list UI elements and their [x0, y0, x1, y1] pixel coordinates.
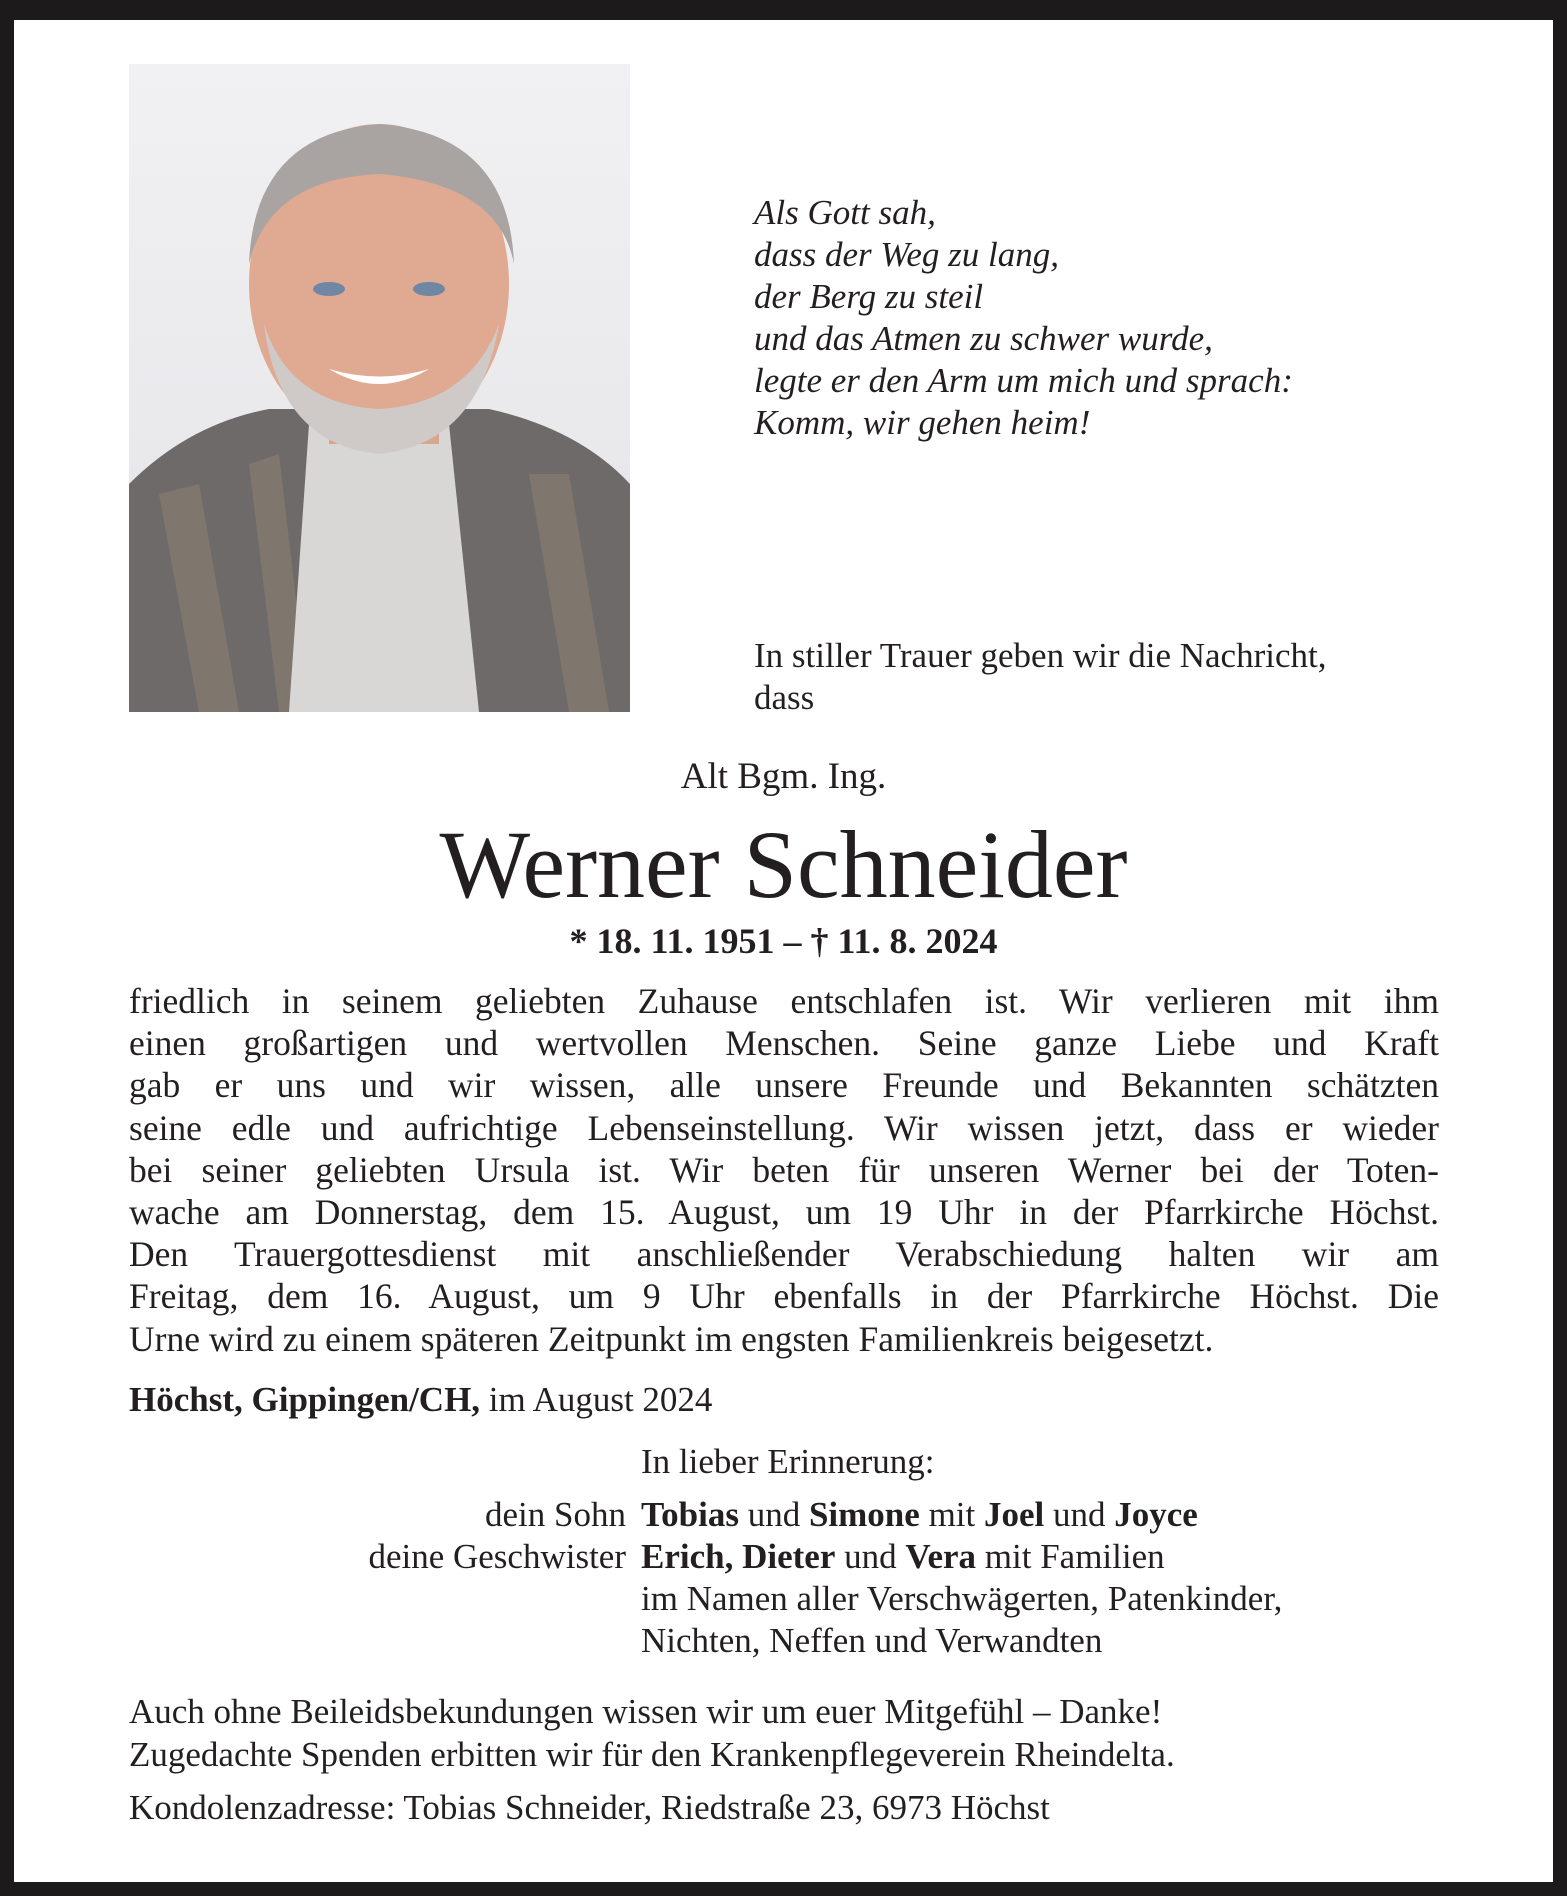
intro-line: In stiller Trauer geben wir die Nachricht, — [754, 636, 1327, 675]
poem-line: legte er den Arm um mich und sprach: — [754, 361, 1293, 400]
intro-text — [754, 635, 1326, 719]
place-names: Höchst, Gippingen/CH, — [129, 1380, 481, 1419]
portrait-photo — [129, 64, 630, 712]
deceased-name: Werner Schneider — [439, 811, 1128, 918]
poem-line: Als Gott sah, — [754, 193, 936, 232]
title-prefix: Alt Bgm. Ing. — [680, 756, 887, 797]
name-simone: Simone — [808, 1495, 920, 1534]
portrait-illustration — [129, 64, 630, 712]
memory-heading: In lieber Erinnerung: — [641, 1442, 935, 1481]
body-line: friedlich in seinem geliebten Zuhause entschlafen ist. Wir verlieren mit ihm — [129, 981, 1439, 1021]
body-paragraph — [129, 980, 1439, 1360]
connector: und — [835, 1537, 906, 1576]
poem-line: der Berg zu steil — [754, 277, 984, 316]
life-dates: * 18. 11. 1951 – † 11. 8. 2024 — [569, 921, 998, 961]
name-joel: Joel — [984, 1495, 1045, 1534]
others-line: im Namen aller Verschwägerten, Patenkinder, — [641, 1579, 1283, 1618]
body-line: seine edle und aufrichtige Lebenseinstellung. Wir wissen jetzt, dass er wieder — [129, 1107, 1439, 1148]
others-line: Nichten, Neffen und Verwandten — [641, 1621, 1103, 1660]
son-label: dein Sohn — [485, 1495, 626, 1534]
footer-donations: Zugedachte Spenden erbitten wir für den Krankenpflegeverein Rheindelta. — [129, 1735, 1175, 1774]
name-vera: Vera — [905, 1537, 977, 1576]
body-line: gab er uns und wir wissen, alle unsere Freunde und Bekannten schätzten — [129, 1065, 1439, 1106]
poem — [754, 192, 1293, 444]
poem-line: Komm, wir gehen heim! — [754, 403, 1091, 442]
footer-thanks: Auch ohne Beileidsbekundungen wissen wir um euer Mitgefühl – Danke! — [129, 1692, 1163, 1731]
body-line: Urne wird zu einem späteren Zeitpunkt im engsten Familienkreis beigesetzt. — [129, 1318, 1214, 1359]
date-text: im August 2024 — [480, 1380, 713, 1419]
body-line: Den Trauergottesdienst mit anschließender Verabschiedung halten wir am — [129, 1234, 1439, 1275]
footer-condolence-address: Kondolenzadresse: Tobias Schneider, Riedstraße 23, 6973 Höchst — [129, 1788, 1050, 1827]
poem-line: dass der Weg zu lang, — [754, 235, 1059, 274]
siblings-names — [641, 1536, 1165, 1578]
body-line: Freitag, dem 16. August, um 9 Uhr ebenfalls in der Pfarrkirche Höchst. Die — [129, 1276, 1439, 1317]
body-line: einen großartigen und wertvollen Menschen. Seine ganze Liebe und Kraft — [129, 1023, 1439, 1064]
place-and-date — [129, 1380, 712, 1420]
connector: mit Familien — [976, 1537, 1165, 1576]
intro-line: dass — [754, 678, 815, 717]
name-joyce: Joyce — [1114, 1495, 1198, 1534]
obituary-page — [14, 20, 1553, 1882]
body-line: bei seiner geliebten Ursula ist. Wir beten für unseren Werner bei der Toten- — [129, 1149, 1439, 1190]
connector: mit — [919, 1495, 984, 1534]
poem-line: und das Atmen zu schwer wurde, — [754, 319, 1213, 358]
connector: und — [1044, 1495, 1115, 1534]
son-names — [641, 1494, 1198, 1536]
body-line: wache am Donnerstag, dem 15. August, um 19 Uhr in der Pfarrkirche Höchst. — [129, 1192, 1439, 1233]
names-erich-dieter: Erich, Dieter — [641, 1537, 836, 1576]
siblings-label: deine Geschwister — [368, 1537, 626, 1576]
name-tobias: Tobias — [641, 1495, 739, 1534]
connector: und — [738, 1495, 809, 1534]
